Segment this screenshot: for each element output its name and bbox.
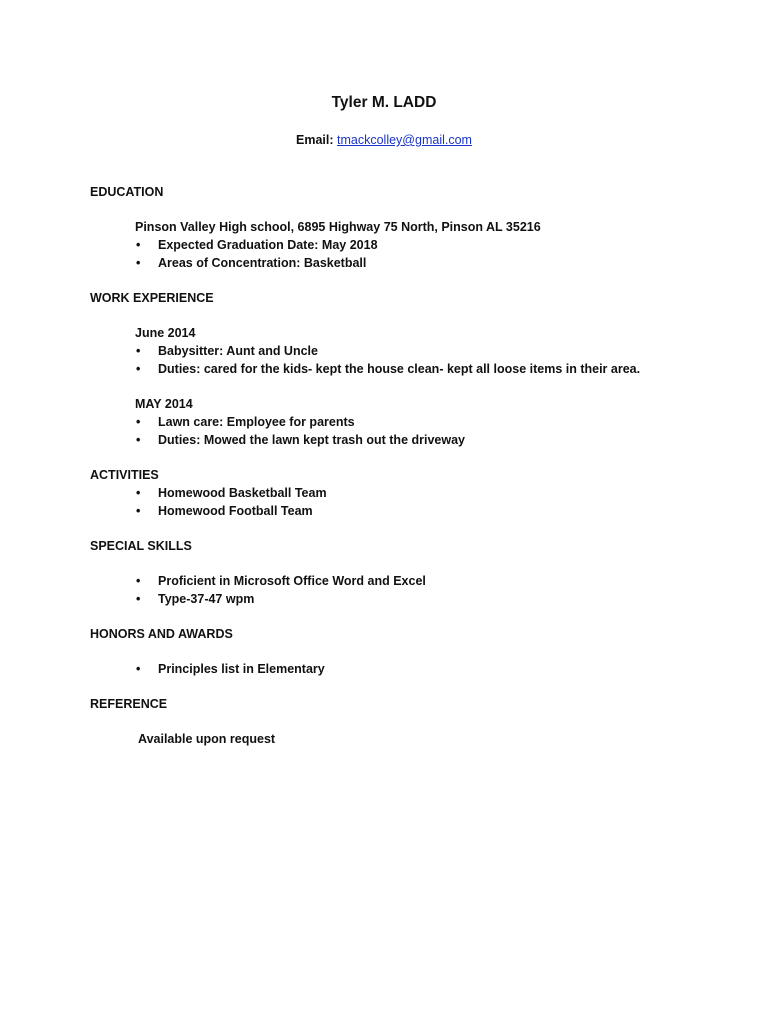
list-item bbox=[136, 592, 254, 606]
bullet-icon: • bbox=[136, 362, 141, 376]
bullet-icon: • bbox=[136, 256, 141, 270]
list-item-text: Homewood Basketball Team bbox=[158, 486, 327, 500]
reference-text: Available upon request bbox=[138, 732, 276, 746]
bullet-icon: • bbox=[136, 415, 141, 429]
bullet-icon: • bbox=[136, 433, 141, 447]
job-date: June 2014 bbox=[135, 326, 196, 340]
bullet-icon: • bbox=[136, 574, 141, 588]
list-item-text: Type-37-47 wpm bbox=[158, 592, 255, 606]
list-item-text: Babysitter: Aunt and Uncle bbox=[158, 344, 318, 358]
list-item bbox=[136, 504, 313, 518]
list-item-text: Principles list in Elementary bbox=[158, 662, 325, 676]
list-item-text: Lawn care: Employee for parents bbox=[158, 415, 355, 429]
bullet-icon: • bbox=[136, 662, 141, 676]
bullet-icon: • bbox=[136, 486, 141, 500]
skills-heading: SPECIAL SKILLS bbox=[90, 539, 192, 553]
list-item-text: Expected Graduation Date: May 2018 bbox=[158, 238, 378, 252]
list-item bbox=[136, 415, 355, 429]
honors-heading: HONORS AND AWARDS bbox=[90, 627, 233, 641]
reference-heading: REFERENCE bbox=[90, 697, 168, 711]
list-item-text: Proficient in Microsoft Office Word and Excel bbox=[158, 574, 426, 588]
list-item bbox=[136, 662, 325, 676]
activities-heading: ACTIVITIES bbox=[90, 468, 159, 482]
list-item-text: Duties: Mowed the lawn kept trash out the driveway bbox=[158, 433, 465, 447]
email-label: Email: bbox=[296, 133, 338, 147]
school-line: Pinson Valley High school, 6895 Highway 75 North, Pinson AL 35216 bbox=[135, 220, 541, 234]
list-item bbox=[136, 433, 465, 447]
bullet-icon: • bbox=[136, 504, 141, 518]
email-line bbox=[0, 133, 768, 147]
job-date: MAY 2014 bbox=[135, 397, 193, 411]
list-item-text: Areas of Concentration: Basketball bbox=[158, 256, 367, 270]
list-item bbox=[136, 238, 378, 252]
list-item bbox=[136, 256, 366, 270]
list-item-text: Homewood Football Team bbox=[158, 504, 313, 518]
bullet-icon: • bbox=[136, 238, 141, 252]
list-item bbox=[136, 344, 318, 358]
list-item-text: Duties: cared for the kids- kept the house clean- kept all loose items in their area. bbox=[158, 362, 641, 376]
list-item bbox=[136, 486, 327, 500]
email-link[interactable]: tmackcolley@gmail.com bbox=[337, 133, 472, 147]
bullet-icon: • bbox=[136, 344, 141, 358]
education-heading: EDUCATION bbox=[90, 185, 164, 199]
bullet-icon: • bbox=[136, 592, 141, 606]
list-item bbox=[136, 362, 640, 376]
work-heading: WORK EXPERIENCE bbox=[90, 291, 214, 305]
list-item bbox=[136, 574, 426, 588]
resume-name: Tyler M. LADD bbox=[331, 94, 437, 111]
